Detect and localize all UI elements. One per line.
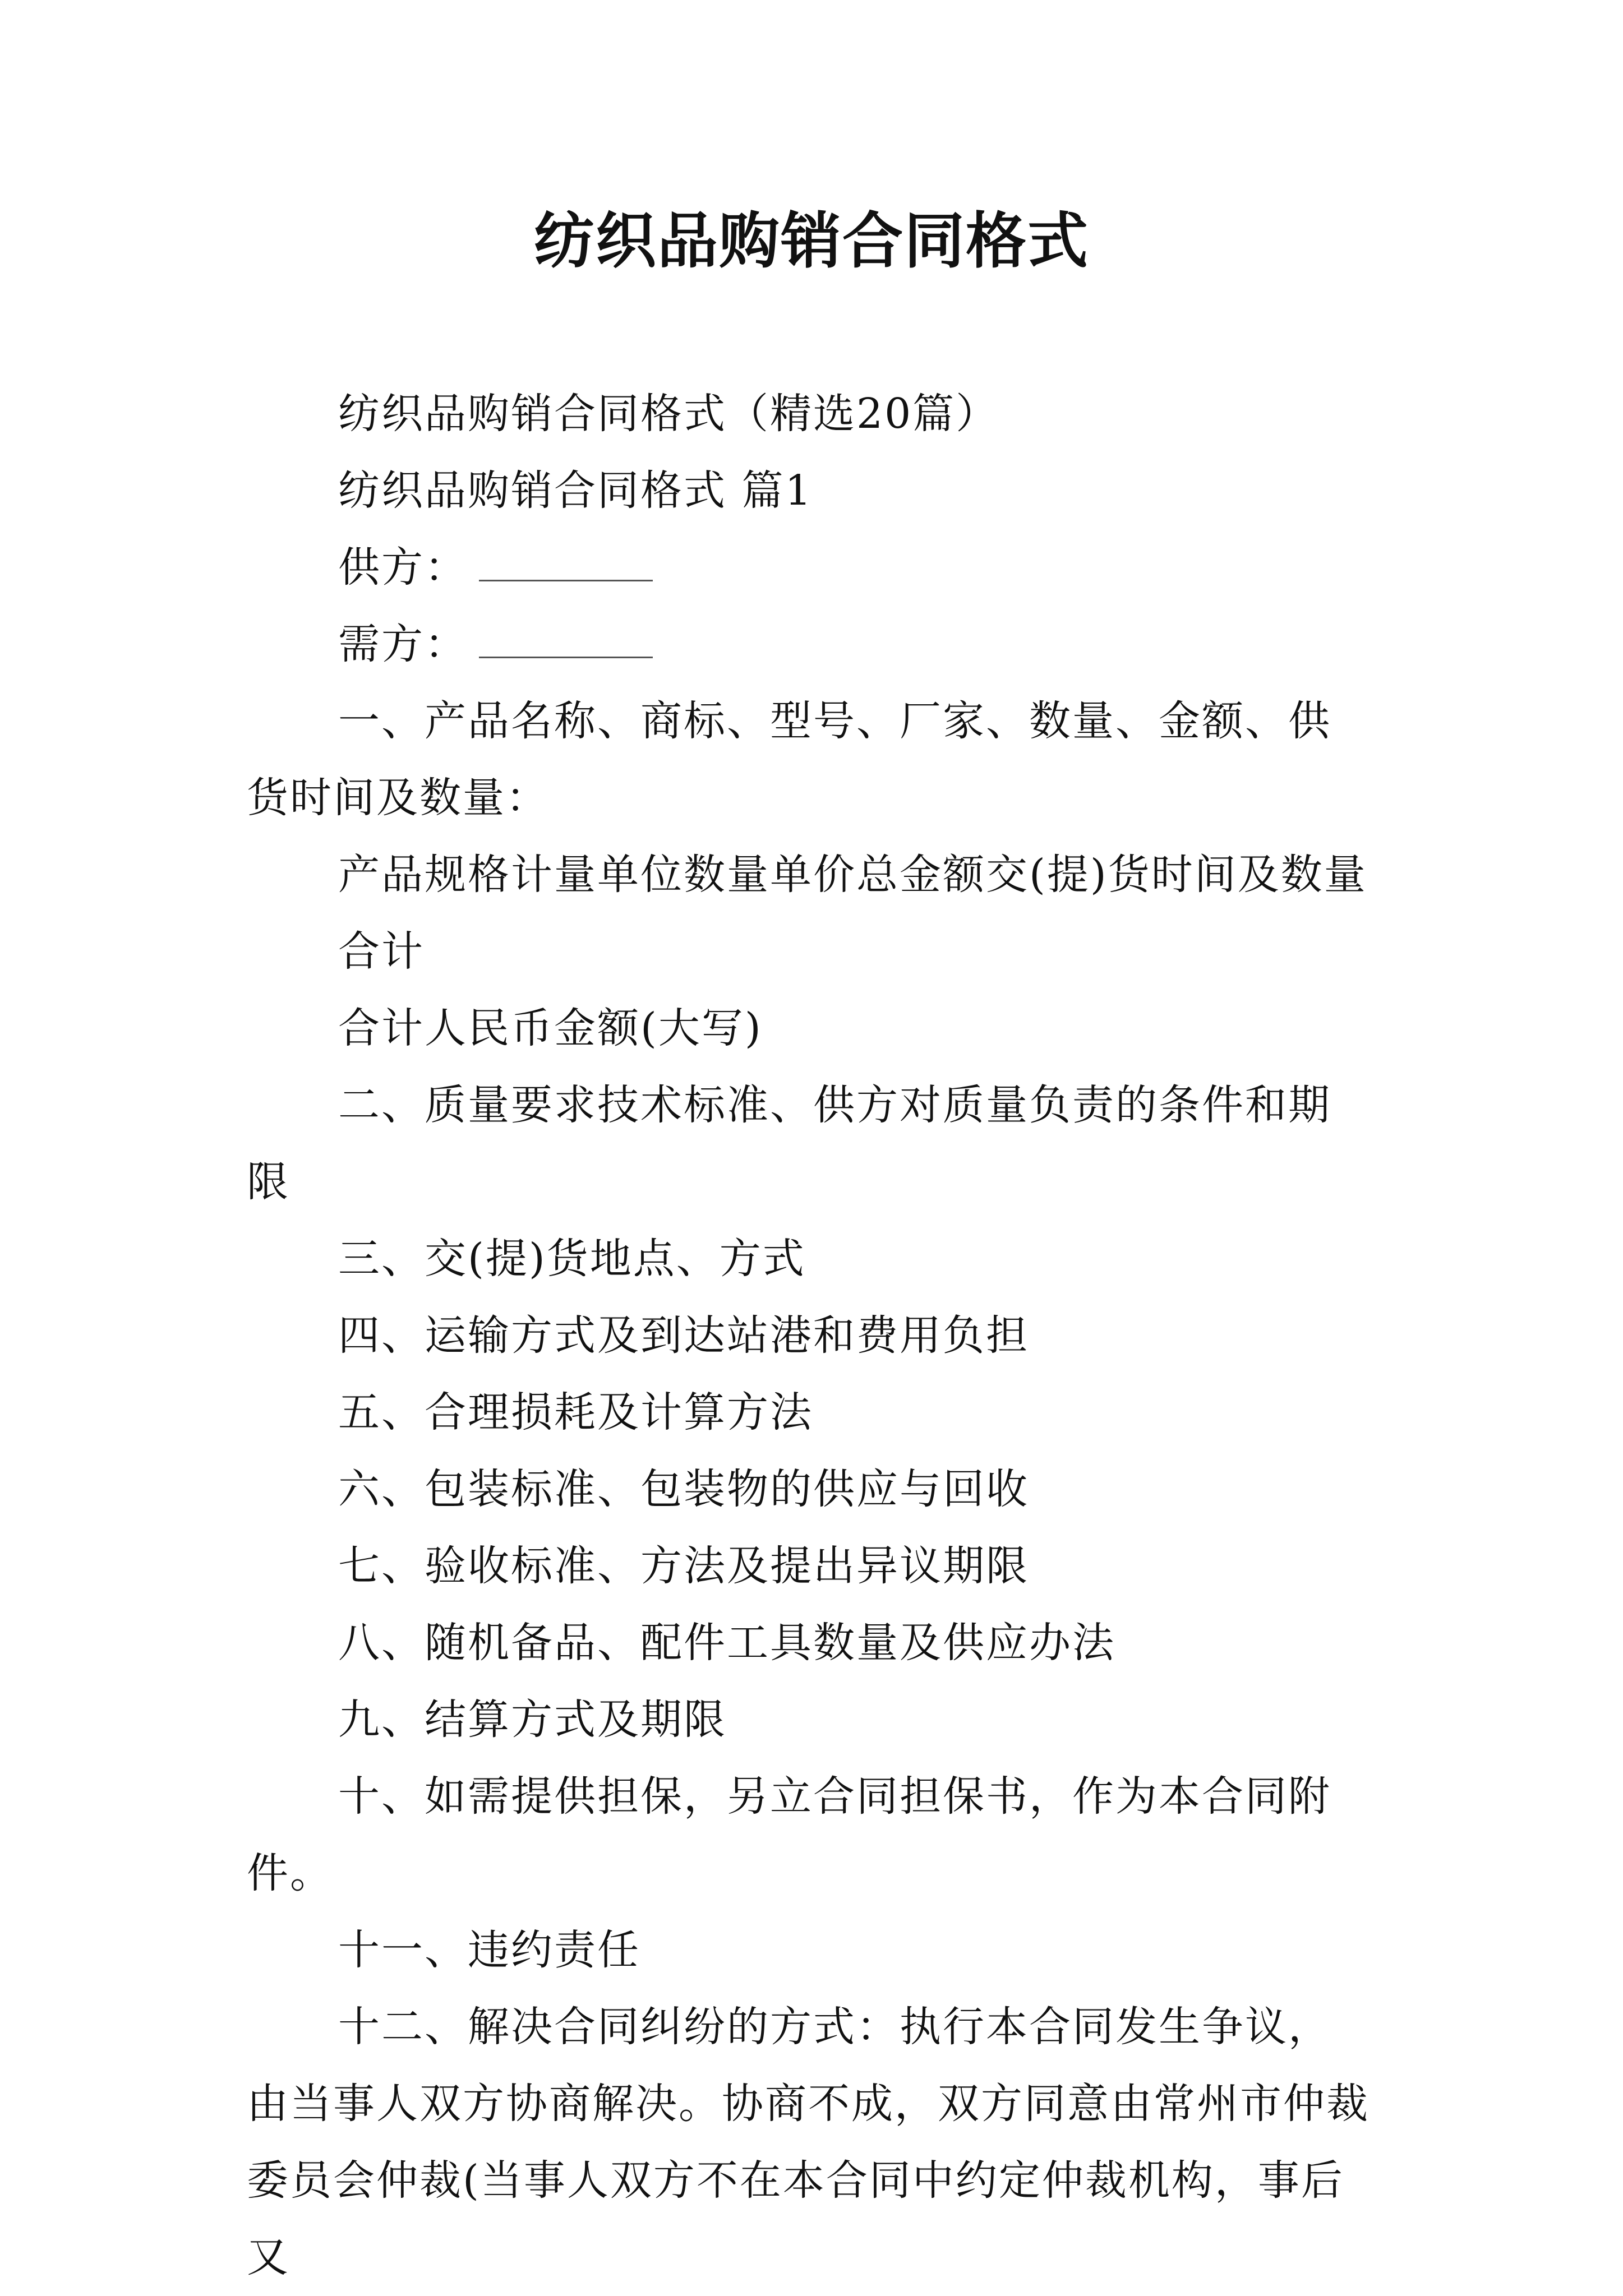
paragraph-collection-title: 纺织品购销合同格式（精选20篇）	[338, 390, 999, 438]
clause-10: 十、如需提供担保，另立合同担保书，作为本合同附件。	[247, 1772, 1331, 1897]
clause-4: 四、运输方式及到达站港和费用负担	[338, 1311, 1029, 1360]
clause-12: 十二、解决合同纠纷的方式：执行本合同发生争议，由当事人双方协商解决。协商不成，双方同意由常州市仲裁委员会仲裁(当事人双方不在本合同中约定仲裁机构，事后又	[247, 2003, 1370, 2281]
document-body	[247, 376, 1374, 2296]
buyer-line	[247, 606, 1374, 683]
clause-7: 七、验收标准、方法及提出异议期限	[338, 1542, 1029, 1590]
total-rmb-line: 合计人民币金额(大写)	[338, 1004, 763, 1052]
clause-5: 五、合理损耗及计算方法	[338, 1388, 813, 1436]
clause-2: 二、质量要求技术标准、供方对质量负责的条件和期限	[247, 1081, 1331, 1206]
supplier-label: 供方：	[338, 543, 468, 592]
clause-3: 三、交(提)货地点、方式	[338, 1235, 806, 1283]
buyer-blank	[479, 623, 653, 658]
supplier-blank	[479, 546, 653, 581]
clause-6: 六、包装标准、包装物的供应与回收	[338, 1465, 1029, 1513]
clause-8: 八、随机备品、配件工具数量及供应办法	[338, 1619, 1115, 1667]
clause-11: 十一、违约责任	[338, 1926, 640, 1974]
supplier-line	[247, 529, 1374, 606]
clause-9: 九、结算方式及期限	[338, 1696, 727, 1744]
clause-1: 一、产品名称、商标、型号、厂家、数量、金额、供货时间及数量：	[247, 697, 1331, 822]
paragraph-section-heading: 纺织品购销合同格式 篇1	[338, 466, 813, 515]
table-header-line: 产品规格计量单位数量单价总金额交(提)货时间及数量	[338, 851, 1367, 899]
buyer-label: 需方：	[338, 620, 468, 668]
total-line: 合计	[338, 927, 425, 976]
document-title: 纺织品购销合同格式	[533, 206, 1089, 276]
